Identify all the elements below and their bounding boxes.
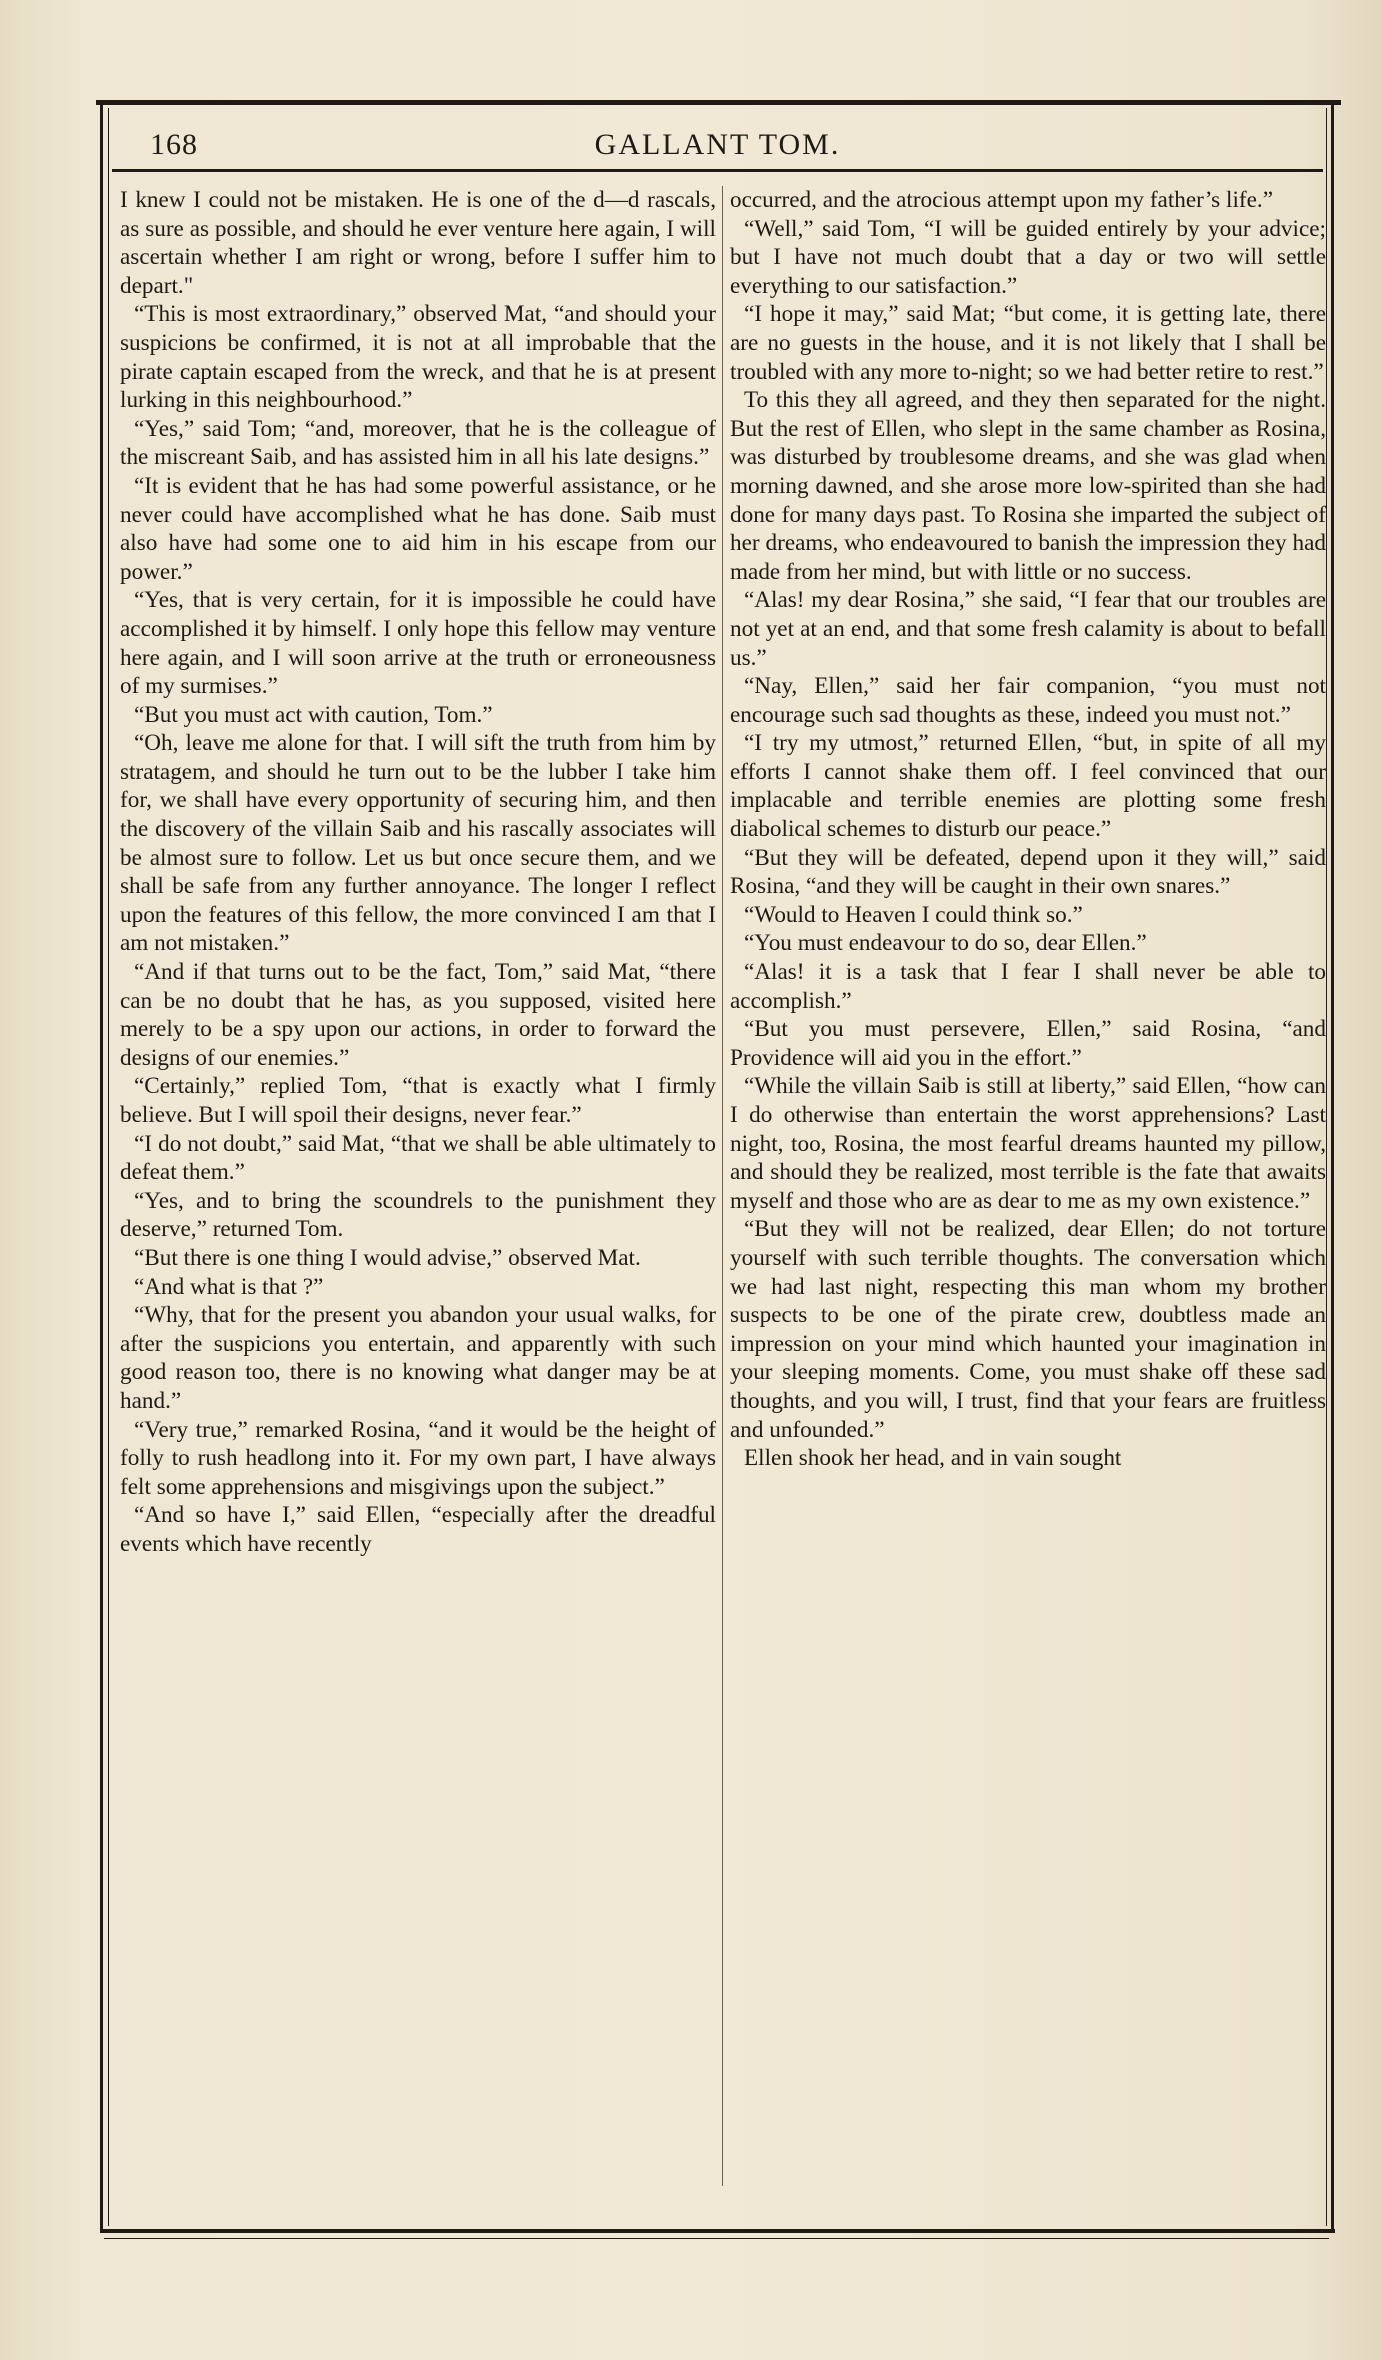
column-divider xyxy=(722,186,723,2186)
right-frame-inner-line xyxy=(1326,108,1327,2226)
paragraph: “It is evident that he has had some powerful assistance, or he never could have accomplished what he has done. Saib must also have had some one to aid him in his escape from our power.” xyxy=(120,472,716,585)
page-number: 168 xyxy=(150,128,198,161)
paragraph: “You must endeavour to do so, dear Ellen.” xyxy=(744,930,1147,957)
paragraph: “And so have I,” said Ellen, “especially after the dreadful events which have recently xyxy=(120,1502,716,1557)
paragraph: “Yes, and to bring the scoundrels to the punishment they deserve,” returned Tom. xyxy=(120,1187,716,1243)
paragraph: “Well,” said Tom, “I will be guided entirely by your advice; but I have not much doubt that a day or two will settle everything to our satisfaction.” xyxy=(730,215,1326,299)
left-text-column xyxy=(120,186,716,1559)
right-frame-line xyxy=(1331,104,1334,2229)
top-border-rule xyxy=(96,100,1341,105)
paragraph: “But they will be defeated, depend upon it they will,” said Rosina, “and they will be caught in their own snares.” xyxy=(730,844,1326,900)
paragraph: “I do not doubt,” said Mat, “that we shall be able ultimately to defeat them.” xyxy=(120,1130,716,1186)
paragraph: “But there is one thing I would advise,” observed Mat. xyxy=(134,1244,641,1271)
header-rule xyxy=(112,169,1323,172)
paragraph: “And what is that ?” xyxy=(134,1273,324,1300)
paragraph: “Oh, leave me alone for that. I will sift the truth from him by stratagem, and should he turn out to be the lubber I take him for, we shall have every opportunity of securing him, and then the discovery of the villain Saib and his rascally associates will be almost sure to follow. Let us but once secure them, and we shall be safe from any further annoyance. The longer I reflect upon the features of this fellow, the more convinced I am that I am not mistaken.” xyxy=(120,730,716,957)
running-title: GALLANT TOM. xyxy=(594,128,841,161)
paragraph: “Certainly,” replied Tom, “that is exactly what I firmly believe. But I will spoil their designs, never fear.” xyxy=(120,1073,716,1128)
paragraph: “Yes,” said Tom; “and, moreover, that he is the colleague of the miscreant Saib, and has assisted him in all his late designs.” xyxy=(120,415,716,471)
paragraph: I knew I could not be mistaken. He is one of the d—d rascals, as sure as possible, and should he ever venture here again, I will ascertain whether I am right or wrong, before I suffer him to depart." xyxy=(120,187,716,299)
paragraph: “Alas! it is a task that I fear I shall never be able to accomplish.” xyxy=(730,959,1326,1014)
paragraph: Ellen shook her head, and in vain sought xyxy=(744,1445,1122,1472)
paragraph: To this they all agreed, and they then separated for the night. But the rest of Ellen, who slept in the same chamber as Rosina, was disturbed by troublesome dreams, and she was glad when morning dawned, and she arose more low-spirited than she had done for many days past. To Rosina she imparted the subject of her dreams, who endeavoured to banish the impression they had made from her mind, but with little or no success. xyxy=(730,387,1326,585)
paragraph: “While the villain Saib is still at liberty,” said Ellen, “how can I do otherwise than entertain the worst apprehensions? Last night, too, Rosina, the most fearful dreams haunted my pillow, and should they be realized, most terrible is the fate that awaits myself and those who are as dear to me as my own existence.” xyxy=(730,1073,1326,1214)
paragraph: “But you must act with caution, Tom.” xyxy=(134,701,493,728)
paragraph: “Why, that for the present you abandon your usual walks, for after the suspicions you entertain, and apparently with such good reason too, there is no knowing what danger may be at hand.” xyxy=(120,1302,716,1414)
paragraph: “But they will not be realized, dear Ellen; do not torture yourself with such terrible thoughts. The conversation which we had last night, respecting this man whom my brother suspects to be one of the pirate crew, doubtless made an impression on your mind which haunted your imagination in your sleeping moments. Come, you must shake off these sad thoughts, and you will, I trust, find that your fears are fruitless and unfounded.” xyxy=(730,1216,1326,1443)
paragraph: occurred, and the atrocious attempt upon my father’s life.” xyxy=(730,187,1273,213)
paragraph: “And if that turns out to be the fact, Tom,” said Mat, “there can be no doubt that he has, as you supposed, visited here merely to be a spy upon our actions, in order to forward the designs of our enemies.” xyxy=(120,959,716,1071)
paragraph: “I hope it may,” said Mat; “but come, it is getting late, there are no guests in the house, and it is not likely that I shall be troubled with any more to-night; so we had better retire to rest.” xyxy=(730,301,1326,385)
paragraph: “Very true,” remarked Rosina, “and it would be the height of folly to rush headlong into it. For my own part, I have always felt some apprehensions and misgivings upon the subject.” xyxy=(120,1416,716,1500)
left-frame-line xyxy=(100,104,103,2229)
paragraph: “This is most extraordinary,” observed Mat, “and should your suspicions be confirmed, it is not at all improbable that the pirate captain escaped from the wreck, and that he is at present lurking in this neighbourhood.” xyxy=(120,301,716,414)
paragraph: “Would to Heaven I could think so.” xyxy=(744,901,1083,928)
paragraph: “But you must persevere, Ellen,” said Rosina, “and Providence will aid you in the effort.” xyxy=(730,1016,1326,1071)
paragraph: “I try my utmost,” returned Ellen, “but, in spite of all my efforts I cannot shake them off. I feel convinced that our implacable and terrible enemies are plotting some fresh diabolical schemes to disturb our peace.” xyxy=(730,730,1326,843)
left-frame-inner-line xyxy=(108,108,109,2226)
bottom-border-rule xyxy=(100,2229,1335,2233)
bottom-border-thin-rule xyxy=(104,2238,1329,2239)
paragraph: “Yes, that is very certain, for it is impossible he could have accomplished it by himself. I only hope this fellow may venture here again, and I will soon arrive at the truth or erroneousness of my surmises.” xyxy=(120,587,716,700)
paragraph: “Nay, Ellen,” said her fair companion, “you must not encourage such sad thoughts as these, indeed you must not.” xyxy=(730,673,1326,728)
paragraph: “Alas! my dear Rosina,” she said, “I fear that our troubles are not yet at an end, and that some fresh calamity is about to befall us.” xyxy=(730,587,1326,671)
right-text-column xyxy=(730,186,1326,1473)
